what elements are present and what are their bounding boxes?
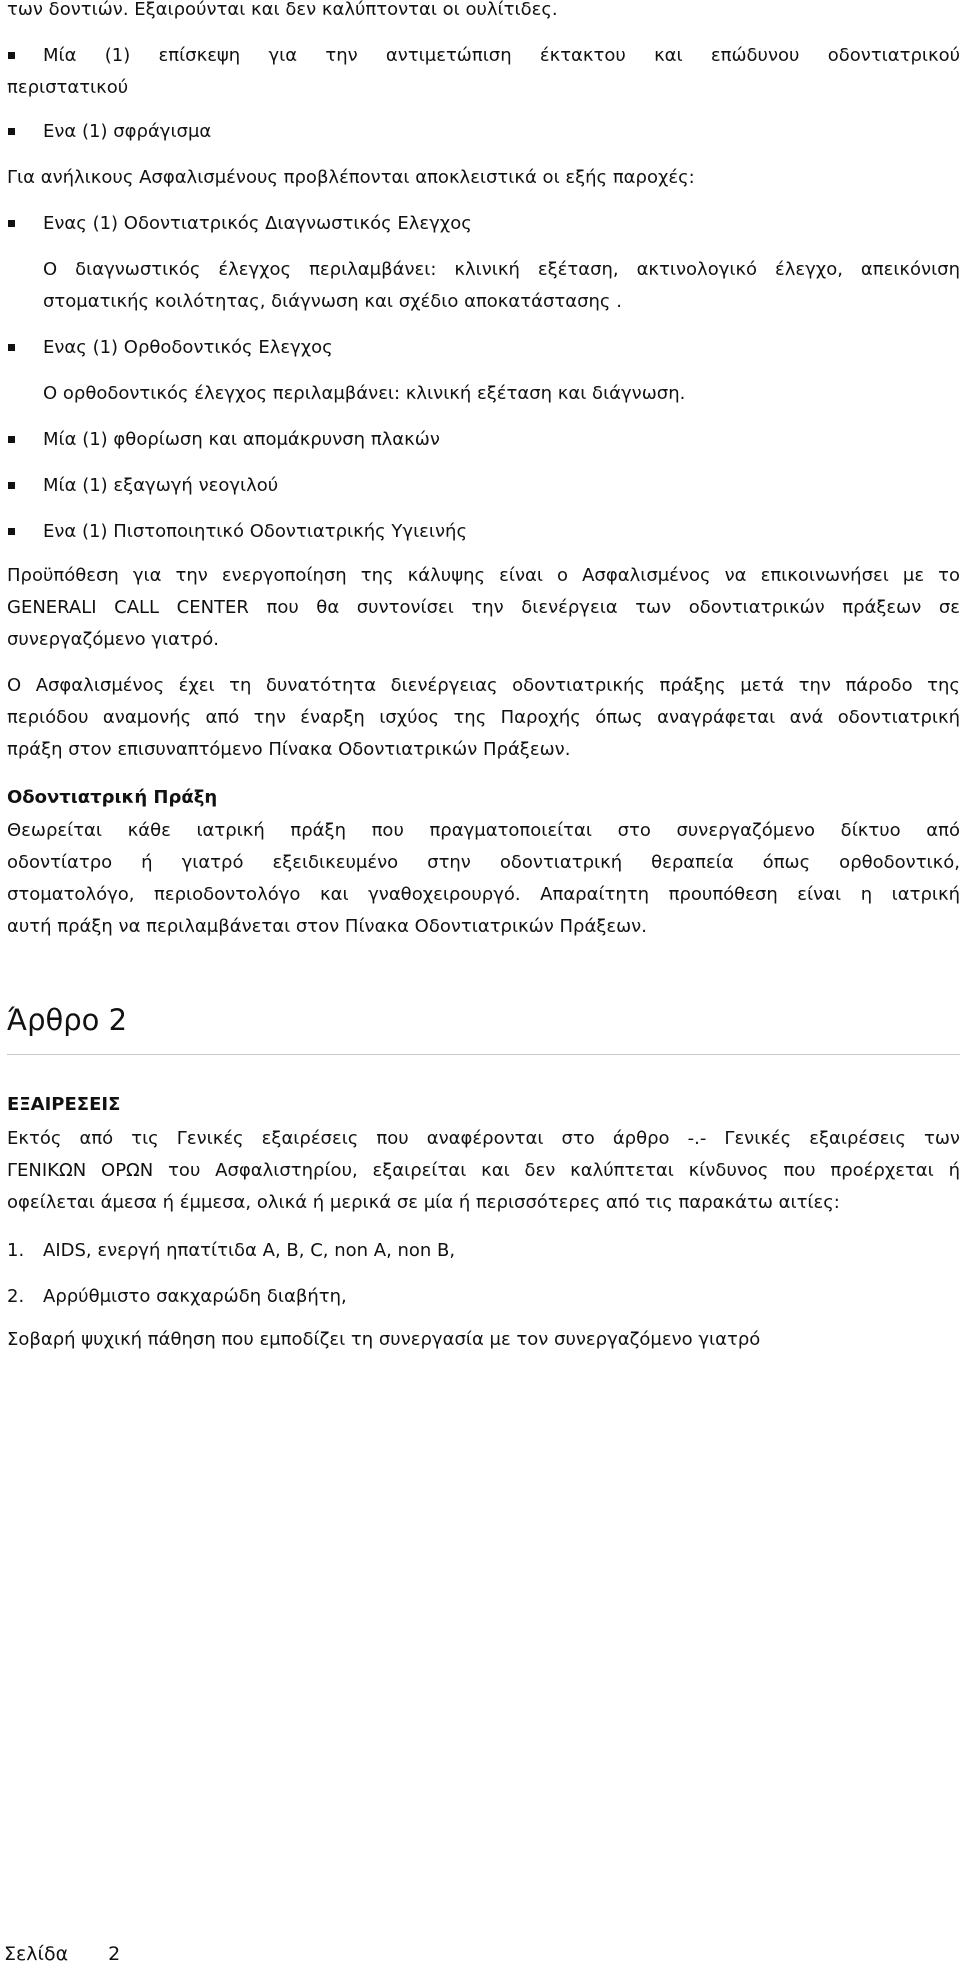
minors-intro: Για ανήλικους Ασφαλισμένους προβλέπονται αποκλειστικά οι εξής παροχές: xyxy=(7,167,695,188)
dental-act-line-1: Θεωρείται κάθε ιατρική πράξη που πραγματοποιείται στο συνεργαζόμενο δίκτυο από xyxy=(7,820,960,841)
condition-paragraph-2-line-2: περιόδου αναμονής από την έναρξη ισχύος της Παροχής όπως αναγράφεται ανά οδοντιατρική xyxy=(7,707,960,728)
bullet-item-fluoride xyxy=(0,424,960,456)
numbered-item-2-number: 2. xyxy=(7,1286,25,1307)
page-number: 2 xyxy=(108,1943,121,1965)
page-label: Σελίδα xyxy=(4,1943,69,1965)
numbered-item-1-text: AIDS, ενεργή ηπατίτιδα Α, Β, C, non A, non B, xyxy=(43,1240,456,1261)
section-divider xyxy=(7,1054,960,1055)
bullet-certificate-text: Ενα (1) Πιστοποιητικό Οδοντιατρικής Υγιεινής xyxy=(43,521,468,542)
condition-paragraph-2-line-1: Ο Ασφαλισμένος έχει τη δυνατότητα διενέργειας οδοντιατρικής πράξης μετά την πάροδο της xyxy=(7,675,960,696)
bullet-item-seal xyxy=(0,116,960,148)
diagnostic-description: Ο διαγνωστικός έλεγχος περιλαμβάνει: κλινική εξέταση, ακτινολογικό έλεγχο, απεικόνιση xyxy=(43,259,960,280)
page-footer xyxy=(4,1940,120,1968)
bullet-extraction-text: Μία (1) εξαγωγή νεογιλού xyxy=(43,475,279,496)
square-bullet-icon xyxy=(8,528,15,535)
square-bullet-icon xyxy=(8,128,15,135)
numbered-item-1 xyxy=(0,1235,960,1267)
bullet-emergency-text: Μία (1) επίσκεψη για την αντιμετώπιση έκτακτου και επώδυνου οδοντιατρικού xyxy=(43,45,960,66)
condition-paragraph-1-line-1: Προϋπόθεση για την ενεργοποίηση της κάλυψης είναι ο Ασφαλισμένος να επικοινωνήσει με το xyxy=(7,565,960,586)
square-bullet-icon xyxy=(8,344,15,351)
exclusions-line-2: ΓΕΝΙΚΩΝ ΟΡΩΝ του Ασφαλιστηρίου, εξαιρείται και δεν καλύπτεται κίνδυνος που προέρχεται ή xyxy=(7,1160,960,1181)
condition-paragraph-2-line-3: πράξη στον επισυναπτόμενο Πίνακα Οδοντιατρικών Πράξεων. xyxy=(7,739,571,760)
numbered-item-1-number: 1. xyxy=(7,1240,25,1261)
article-title: Άρθρο 2 xyxy=(7,1003,128,1037)
square-bullet-icon xyxy=(8,482,15,489)
orthodontic-description: Ο ορθοδοντικός έλεγχος περιλαμβάνει: κλινική εξέταση και διάγνωση. xyxy=(43,383,686,404)
bullet-orthodontic-text: Ενας (1) Ορθοδοντικός Ελεγχος xyxy=(43,337,333,358)
bullet-diagnostic-text: Ενας (1) Οδοντιατρικός Διαγνωστικός Ελεγχος xyxy=(43,213,472,234)
condition-paragraph-1-line-3: συνεργαζόμενο γιατρό. xyxy=(7,629,219,650)
dental-act-line-3: στοματολόγο, περιοδοντολόγο και γναθοχειρουργό. Απαραίτητη προυπόθεση είναι η ιατρική xyxy=(7,884,960,905)
bullet-item-extraction xyxy=(0,470,960,502)
numbered-item-2 xyxy=(0,1281,960,1313)
bullet-item-certificate xyxy=(0,516,960,548)
bullet-item-orthodontic xyxy=(0,332,960,364)
bullet-emergency-continuation: περιστατικού xyxy=(7,77,129,98)
numbered-item-2-text: Αρρύθμιστο σακχαρώδη διαβήτη, xyxy=(43,1286,347,1307)
continued-line: των δοντιών. Εξαιρούνται και δεν καλύπτονται οι ουλίτιδες. xyxy=(7,0,558,20)
diagnostic-description-continuation: στοματικής κοιλότητας, διάγνωση και σχέδιο αποκατάστασης . xyxy=(43,291,622,312)
bullet-fluoride-text: Μία (1) φθορίωση και απομάκρυνση πλακών xyxy=(43,429,440,450)
condition-paragraph-1-line-2: GENERALI CALL CENTER που θα συντονίσει την διενέργεια των οδοντιατρικών πράξεων σε xyxy=(7,597,960,618)
bullet-seal-text: Ενα (1) σφράγισμα xyxy=(43,121,212,142)
dental-act-line-2: οδοντίατρο ή γιατρό εξειδικευμένο στην οδοντιατρική θεραπεία όπως ορθοδοντικό, xyxy=(7,852,960,873)
bullet-item-diagnostic xyxy=(0,208,960,240)
square-bullet-icon xyxy=(8,52,15,59)
closing-line: Σοβαρή ψυχική πάθηση που εμποδίζει τη συνεργασία με τον συνεργαζόμενο γιατρό xyxy=(7,1329,761,1350)
square-bullet-icon xyxy=(8,220,15,227)
exclusions-line-3: οφείλεται άμεσα ή έμμεσα, ολικά ή μερικά σε μία ή περισσότερες από τις παρακάτω αιτίες: xyxy=(7,1192,840,1213)
exclusions-heading: ΕΞΑΙΡΕΣΕΙΣ xyxy=(7,1094,121,1115)
dental-act-heading: Οδοντιατρική Πράξη xyxy=(7,787,218,808)
square-bullet-icon xyxy=(8,436,15,443)
exclusions-line-1: Εκτός από τις Γενικές εξαιρέσεις που αναφέρονται στο άρθρο -.- Γενικές εξαιρέσεις των xyxy=(7,1128,960,1149)
dental-act-line-4: αυτή πράξη να περιλαμβάνεται στον Πίνακα Οδοντιατρικών Πράξεων. xyxy=(7,916,647,937)
